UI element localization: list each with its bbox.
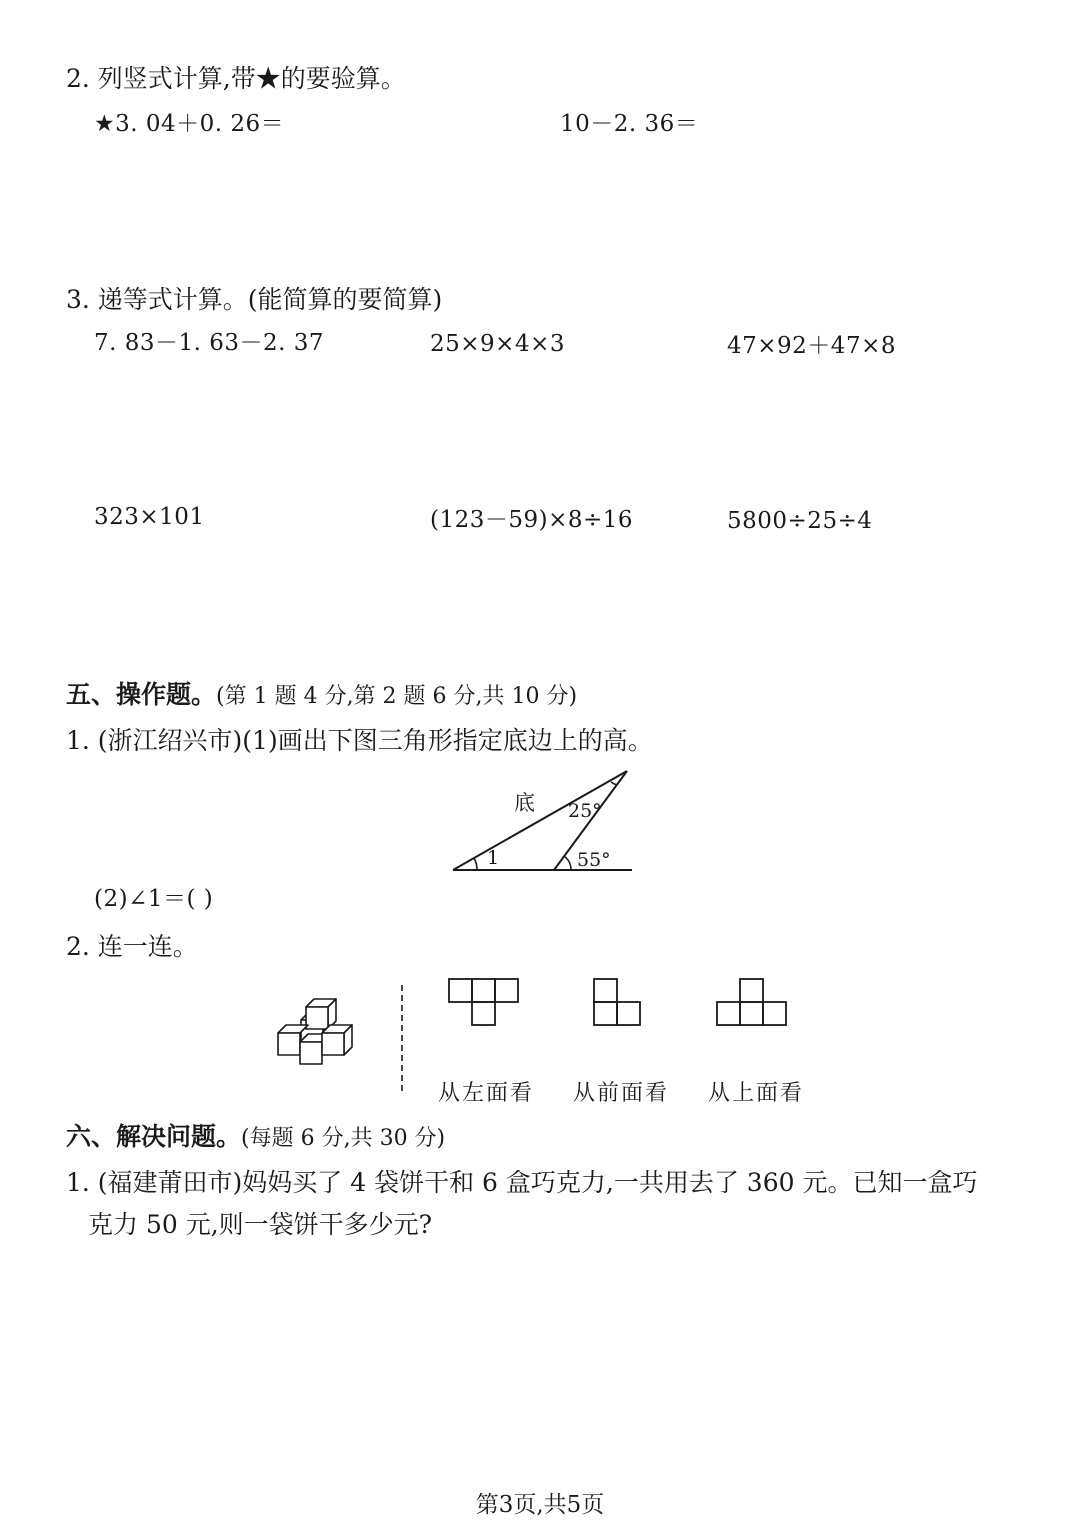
section5-title: 五、操作题。 [66, 680, 217, 709]
triangle-label-right-angle: 55° [577, 849, 611, 871]
q3-expression-6: 5800÷25÷4 [727, 508, 873, 534]
q3-expression-4: 323×101 [94, 504, 205, 530]
q3-expression-5: (123－59)×8÷16 [430, 507, 634, 533]
section5-q1-sub2: (2)∠1＝( ) [94, 886, 214, 912]
section5-q2-text: 2. 连一连。 [66, 932, 198, 961]
q3-expression-1: 7. 83－1. 63－2. 37 [94, 330, 325, 356]
q3-expression-2: 25×9×4×3 [430, 331, 565, 357]
view-label-top: 从上面看 [708, 1081, 805, 1106]
view-label-front: 从前面看 [573, 1081, 670, 1106]
triangle-label-base: 底 [514, 791, 535, 815]
q2-expression-1: ★3. 04＋0. 26＝ [94, 111, 285, 137]
view-shape-2 [594, 979, 640, 1025]
section6-q1-line1: 1. (福建莆田市)妈妈买了 4 袋饼干和 6 盒巧克力,一共用去了 360 元。已知一盒巧 [66, 1168, 978, 1197]
section6-score: (每题 6 分,共 30 分) [241, 1126, 446, 1151]
q3-expression-3: 47×92＋47×8 [727, 333, 896, 359]
view-shape-1 [449, 979, 518, 1025]
section6-title: 六、解决问题。 [66, 1122, 242, 1151]
section6-header [66, 1124, 445, 1150]
view-label-left: 从左面看 [438, 1081, 535, 1106]
cube-solid [278, 999, 352, 1064]
triangle-label-top-angle: 25° [568, 800, 602, 822]
q3-title: 3. 递等式计算。(能简算的要简算) [66, 285, 443, 314]
view-shape-3 [717, 979, 786, 1025]
section6-q1-line2: 克力 50 元,则一袋饼干多少元? [88, 1210, 433, 1239]
triangle-label-left-angle: 1 [487, 847, 500, 869]
q2-expression-2: 10－2. 36＝ [560, 111, 699, 137]
page-number: 第3页,共5页 [475, 1492, 605, 1518]
q2-title: 2. 列竖式计算,带★的要验算。 [66, 64, 406, 93]
section5-score: (第 1 题 4 分,第 2 题 6 分,共 10 分) [216, 684, 578, 709]
section5-q1-text: 1. (浙江绍兴市)(1)画出下图三角形指定底边上的高。 [66, 726, 653, 755]
